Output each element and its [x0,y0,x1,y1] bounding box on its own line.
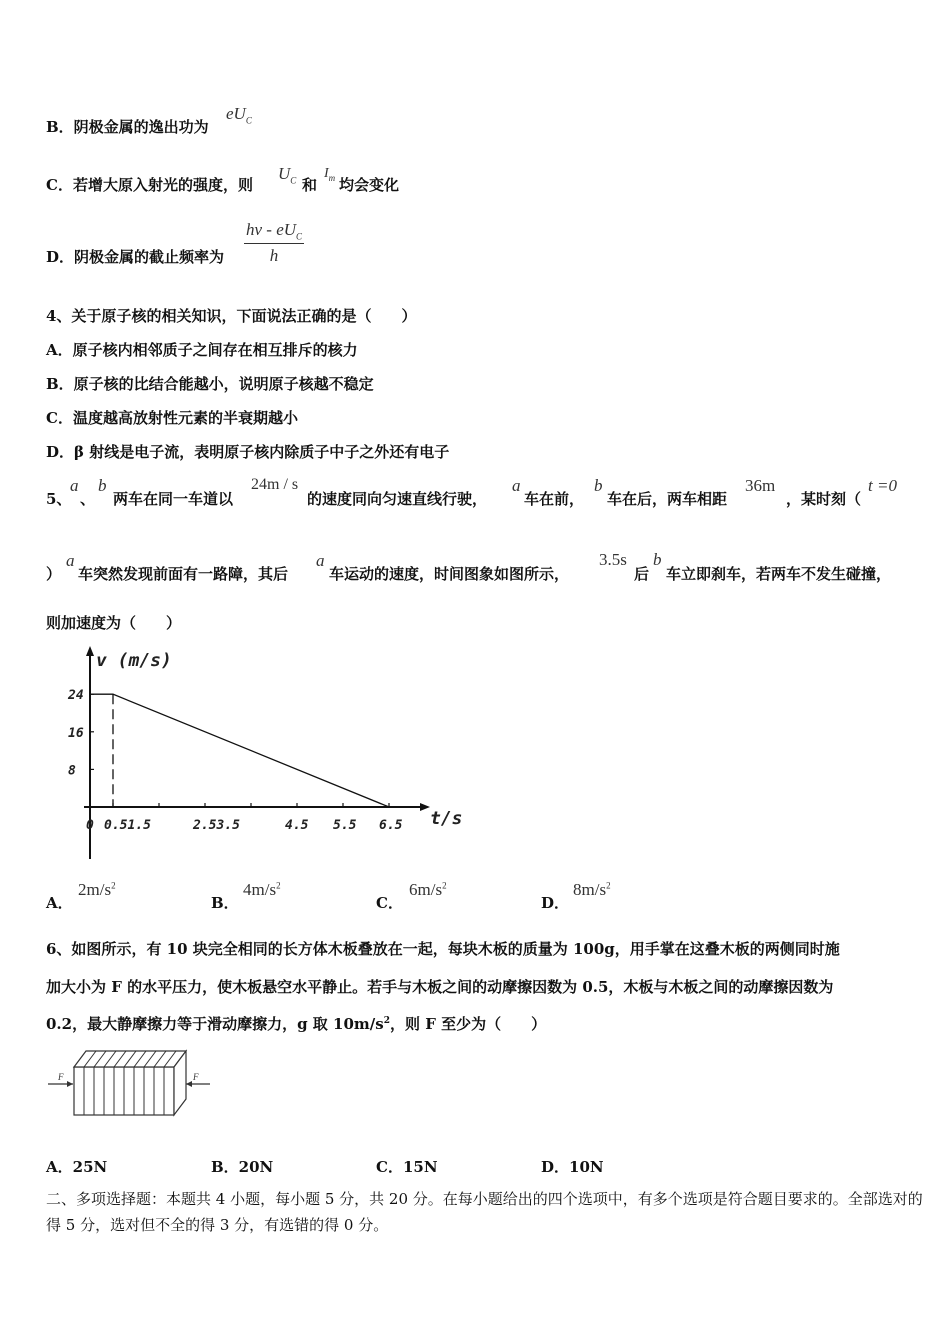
q5-l2-b: 车突然发现前面有一路障，其后 [78,565,289,583]
q5-text-2: 的速度同向匀速直线行驶， [307,490,488,508]
q6-option-c: C．15N [376,1158,438,1176]
q5-text-1: 两车在同一车道以 [113,490,234,508]
y-axis-label: v (m/s) [96,650,172,671]
q6-option-a: A．25N [46,1158,108,1176]
q5-time: 3.5s [599,550,627,569]
y-tick-label: 24 [68,688,84,704]
q5-sep: 、 [80,490,96,508]
section-2-heading: 二、多项选择题：本题共 4 小题，每小题 5 分，共 20 分。在每小题给出的四个选项中，有多个选项是符合题目要求的。全部选对的得 5 分，选对但不全的得 3 分，有选错的得 0 分。 [46,1190,923,1234]
q3-option-c-label: C．若增大原入射光的强度，则 [46,176,253,194]
q3-option-d [46,246,224,267]
x-axis-label: t/s [430,808,463,829]
right-force-arrowhead [186,1081,192,1087]
q3-option-c-u: $U_C$ [278,164,297,186]
q6-option-d: D．10N [541,1158,604,1176]
q5-option-c-value: $6m/s^2$ [409,880,447,899]
q3-option-b-expr: $eU_C$ [226,104,252,126]
q5-text-4: 车在后，两车相距 [607,490,728,508]
q3-option-c-i: $I_m$ [324,166,336,183]
q5-var-a-2: a [512,476,521,495]
q5-option-b-value: $4m/s^2$ [243,880,281,899]
q4-option-c: C．温度越高放射性元素的半衰期越小 [46,409,298,427]
left-force-label: F [58,1072,64,1082]
q5-l2-d: 后 [634,565,650,583]
x-tick-label: 0 [86,818,94,833]
q3-option-c-and: 和 [302,176,318,194]
x-tick-label: 0.51.5 [104,818,151,833]
q6-option-b: B．20N [211,1158,274,1176]
x-tick-label: 4.5 [285,818,309,833]
x-tick-label: 5.5 [333,818,357,833]
y-axis-arrow [86,646,94,656]
q4-option-d: D．β 射线是电子流，表明原子核内除质子中子之外还有电子 [46,443,450,461]
x-tick-label: 6.5 [379,818,403,833]
q5-l2-e: 车立即刹车，若两车不发生碰撞， [666,565,892,583]
q3-option-b-label: B．阴极金属的逸出功为 [46,118,209,136]
q3-option-c-tail: 均会变化 [339,176,400,194]
q6-boards-figure [46,1045,216,1120]
q5-l2-c: 车运动的速度，时间图象如图所示， [329,565,570,583]
q4-stem: 4、关于原子核的相关知识，下面说法正确的是（ ） [46,307,417,325]
q4-option-a: A．原子核内相邻质子之间存在相互排斥的核力 [46,341,358,359]
y-tick-label: 8 [68,763,76,779]
q3-option-b [46,116,209,137]
velocity-line [90,694,389,807]
q3-option-c [46,174,253,195]
q5-var-b: b [98,476,107,495]
q5-option-d-value: $8m/s^2$ [573,880,611,899]
q5-t0: t =0 [868,476,897,495]
q5-option-b-label: B． [211,894,239,912]
q5-option-a-label: A． [46,894,73,912]
right-force-label: F [193,1072,199,1082]
q3-option-d-label: D．阴极金属的截止频率为 [46,248,225,266]
q5-distance: 36m [745,476,776,495]
q5-option-d-label: D． [541,894,570,912]
q5-number: 5、 [46,490,72,508]
q4-option-b: B．原子核的比结合能越小，说明原子核越不稳定 [46,375,374,393]
q6-line-1: 6、如图所示，有 10 块完全相同的长方体木板叠放在一起，每块木板的质量为 100g，用手掌在这叠木板的两侧同时施 [46,940,840,958]
q5-l2-var-a-2: a [316,551,325,570]
q5-option-a-value: $2m/s^2$ [78,880,116,899]
q5-l2-var-a: a [66,551,75,570]
q5-vt-chart [46,640,486,865]
q6-line-2: 加大小为 F 的水平压力，使木板悬空水平静止。若手与木板之间的动摩擦因数为 0.5，木板与木板之间的动摩擦因数为 [46,978,834,996]
q6-line-3: 0.2，最大静摩擦力等于滑动摩擦力，g 取 $10m/s^2$，则 F 至少为（ ） [46,1015,547,1033]
y-tick-label: 16 [68,725,84,741]
q5-text-3: 车在前， [524,490,585,508]
q5-text-5: ，某时刻（ [786,490,862,508]
q5-l3: 则加速度为（ ） [46,614,182,632]
q5-option-c-label: C． [376,894,403,912]
x-tick-label: 2.53.5 [193,818,240,833]
x-axis-arrow [420,803,430,811]
q5-var-b-2: b [594,476,603,495]
q3-option-d-fraction: hv - $eU_C$ h [246,220,303,266]
q5-l2-var-b: b [653,550,662,569]
q5-var-a: a [70,476,79,495]
q5-l2-a: ） [46,565,62,583]
left-force-arrowhead [67,1081,73,1087]
q5-speed: 24m / s [251,476,299,493]
